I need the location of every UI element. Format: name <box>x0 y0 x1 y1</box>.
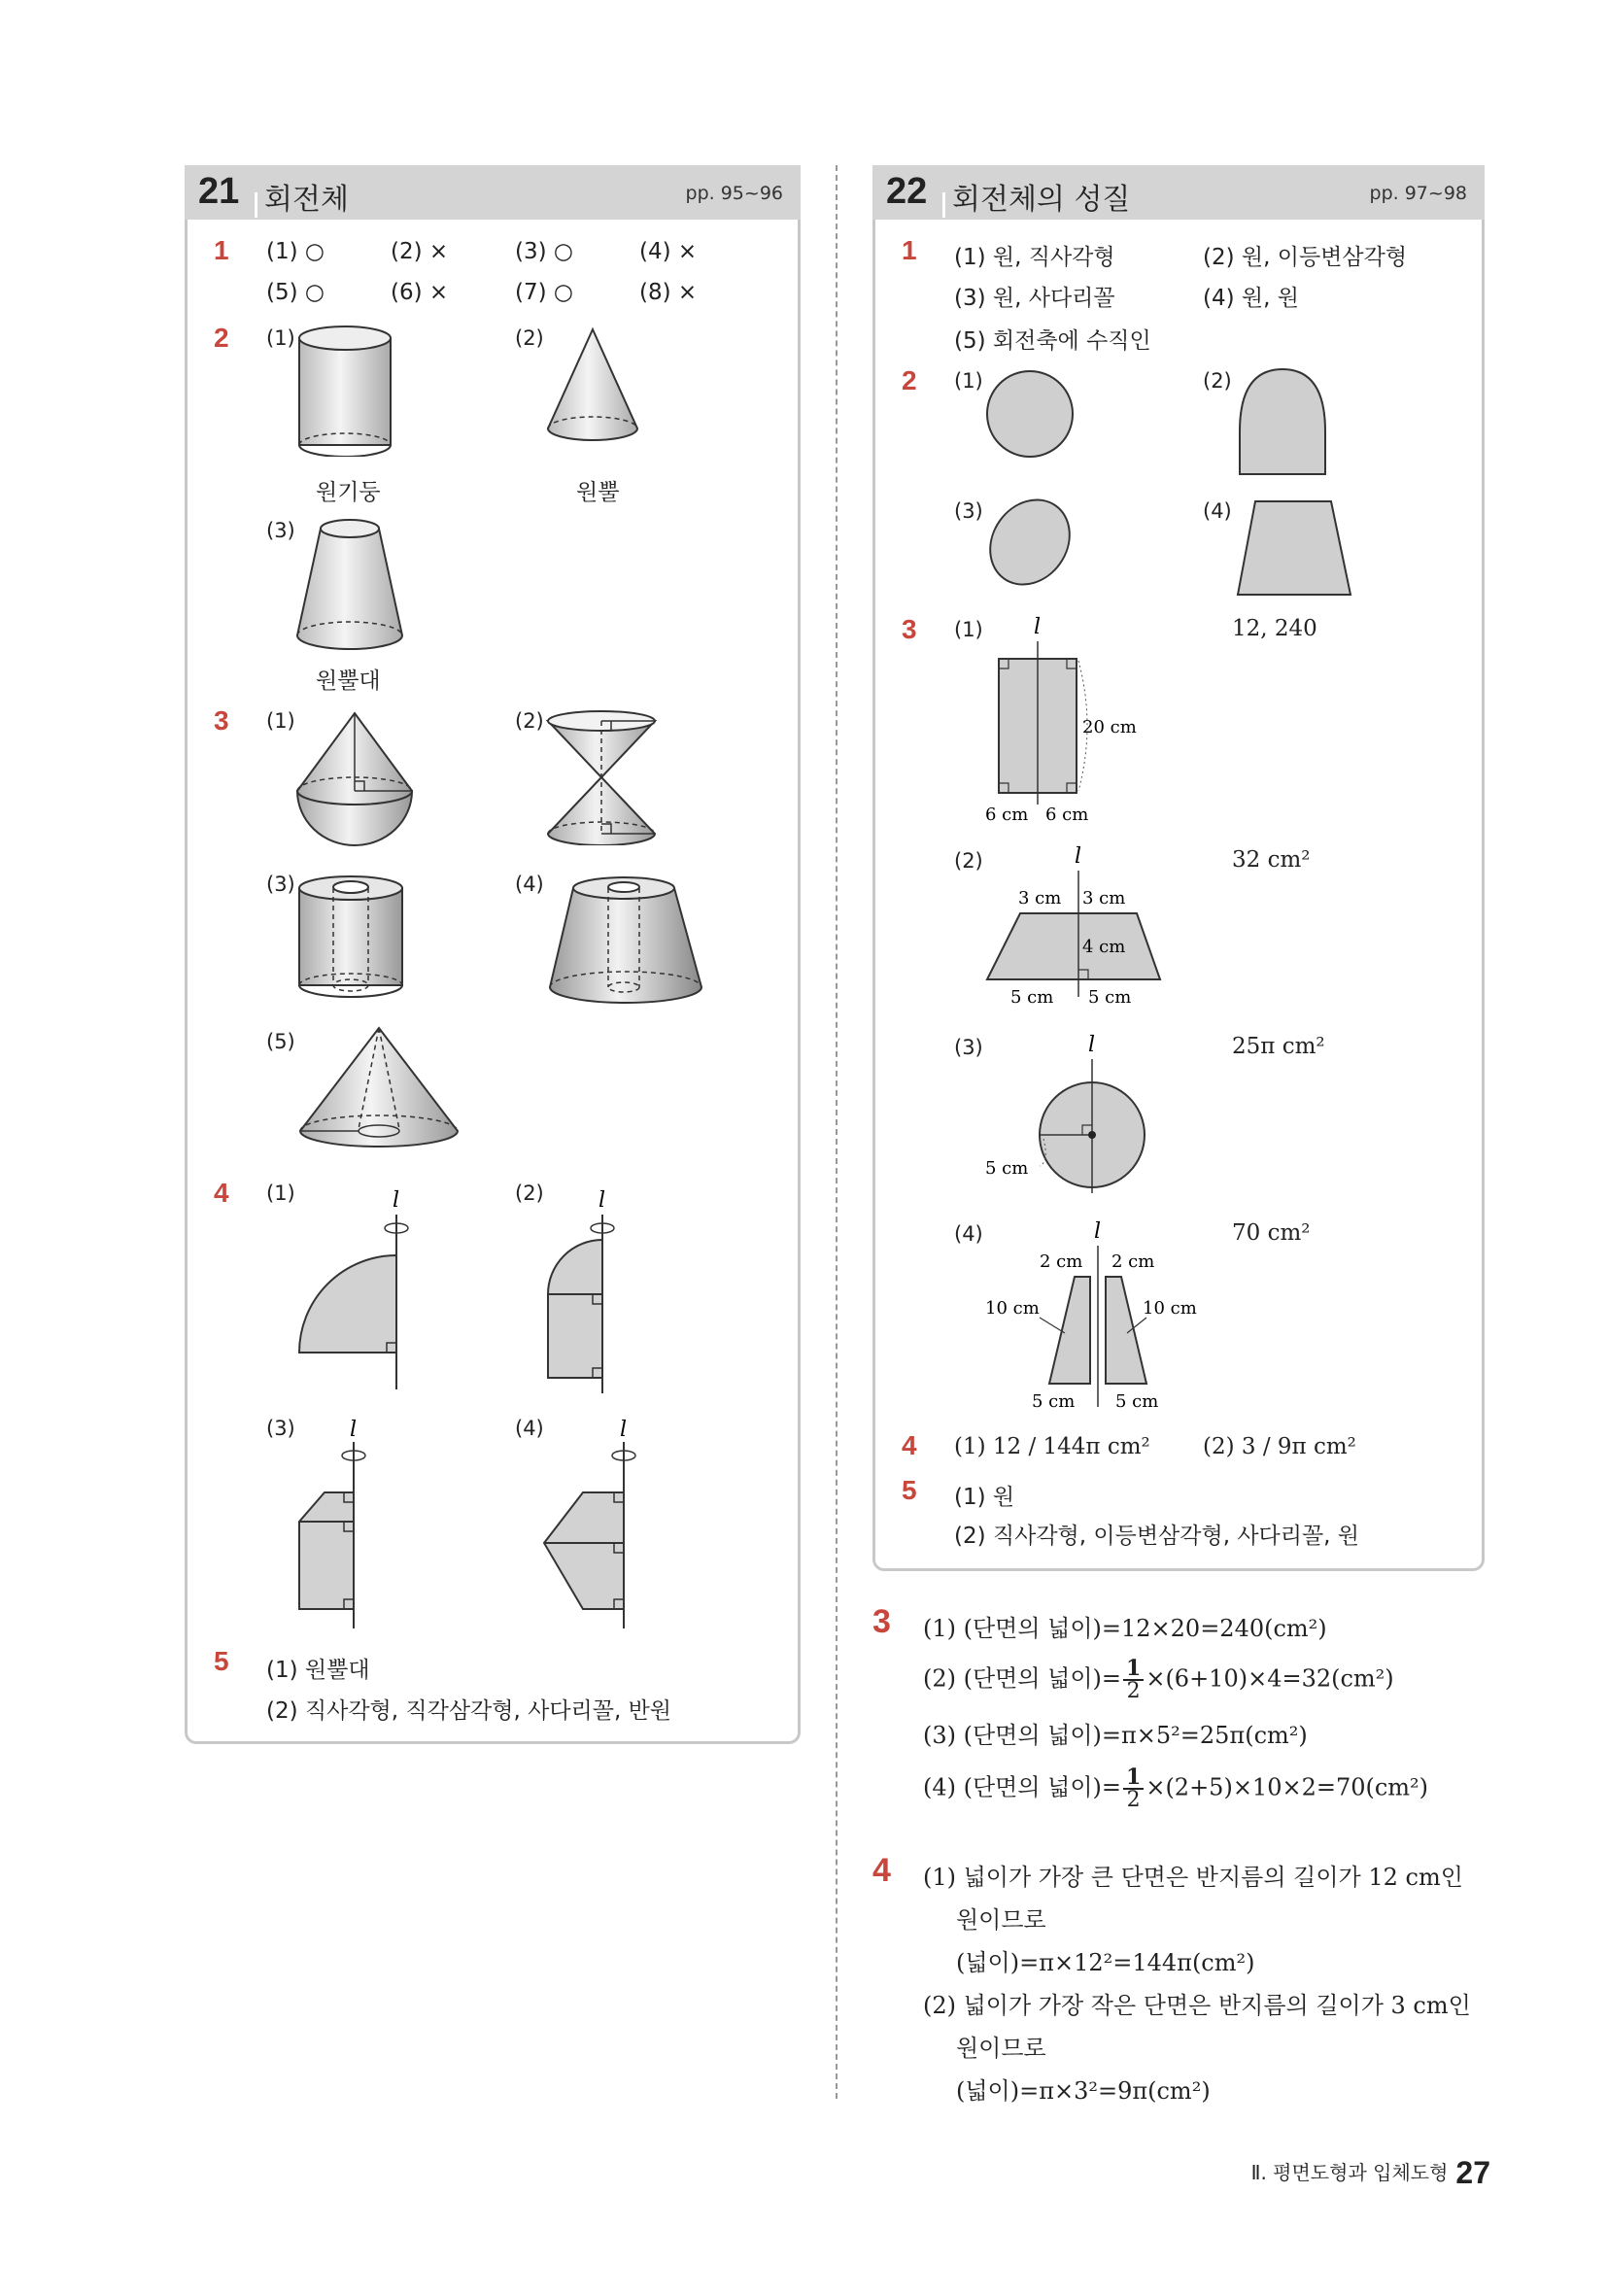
explanation-line: (1) (단면의 넓이)=12×20=240(cm²) <box>923 1615 1327 1642</box>
pentagon-rotation-figure <box>291 1413 379 1631</box>
answer-text: (3) 원, 사다리꼴 <box>954 286 1115 311</box>
sub-label: (1) <box>266 1182 295 1205</box>
answer-text: (5) 회전축에 수직인 <box>954 328 1151 354</box>
explanation-text: (2) (단면의 넓이)= <box>923 1664 1122 1693</box>
dimension-label: 10 cm <box>1143 1298 1197 1319</box>
circle-cross-section-figure <box>981 1030 1166 1195</box>
sub-label: (2) <box>515 326 544 350</box>
hexagon-rotation-figure <box>540 1413 647 1631</box>
question-number: 5 <box>902 1475 917 1505</box>
cone-hemisphere-figure <box>293 709 416 850</box>
answer-item: (4) × <box>639 239 698 264</box>
figure-caption: 원뿔대 <box>316 668 381 694</box>
sub-label: (4) <box>515 873 544 896</box>
dimension-label: 4 cm <box>1082 937 1126 957</box>
denominator: 2 <box>1126 1788 1141 1812</box>
denominator: 2 <box>1126 1679 1141 1703</box>
svg-text:l: l <box>1075 844 1082 869</box>
page-range: pp. 95~96 <box>685 183 783 204</box>
answer-value: 12, 240 <box>1232 616 1317 641</box>
ellipse-section-figure <box>985 494 1075 591</box>
sub-label: (1) <box>954 369 983 393</box>
dimension-label: 10 cm <box>985 1298 1040 1319</box>
question-number: 1 <box>902 235 917 265</box>
dimension-label: 6 cm <box>1045 805 1089 825</box>
header-separator <box>942 192 945 218</box>
answer-value: 32 cm² <box>1232 847 1311 873</box>
semicircle-rect-rotation-figure <box>540 1178 647 1396</box>
rectangle-cross-section-figure <box>981 612 1146 828</box>
dimension-label: 5 cm <box>985 1158 1029 1179</box>
dimension-label: 2 cm <box>1111 1251 1155 1272</box>
dimension-label: 2 cm <box>1040 1251 1083 1272</box>
answer-value: 70 cm² <box>1232 1220 1311 1246</box>
sub-label: (5) <box>266 1030 295 1053</box>
answer-item: (7) ○ <box>515 280 573 305</box>
section-header <box>872 165 1485 220</box>
explanation-text: (4) (단면의 넓이)= <box>923 1773 1122 1801</box>
dimension-label: 5 cm <box>1010 987 1054 1007</box>
answer-text: (2) 3 / 9π cm² <box>1203 1434 1356 1459</box>
explanation-number: 4 <box>872 1852 891 1889</box>
sub-label: (4) <box>515 1417 544 1440</box>
numerator: 1 <box>1123 1658 1144 1681</box>
answer-text: (1) 원, 직사각형 <box>954 245 1115 270</box>
explanation-line: (넓이)=π×12²=144π(cm²) <box>956 1949 1255 1976</box>
trapezoid-cross-section-figure <box>981 841 1176 1007</box>
question-number: 3 <box>902 614 917 644</box>
answer-text: (1) 원뿔대 <box>266 1658 370 1683</box>
svg-text:l: l <box>1088 1033 1096 1057</box>
numerator: 1 <box>1123 1766 1144 1790</box>
sub-label: (2) <box>515 1182 544 1205</box>
double-cone-figure <box>544 709 659 845</box>
fraction <box>1123 1766 1144 1811</box>
sub-label: (1) <box>266 326 295 350</box>
explanation-text: ×(2+5)×10×2=70(cm²) <box>1145 1773 1429 1801</box>
answer-value: 25π cm² <box>1232 1034 1325 1059</box>
question-number: 2 <box>214 323 229 353</box>
figure-caption: 원기둥 <box>316 480 381 505</box>
explanation-line: (2) 넓이가 가장 작은 단면은 반지름의 길이가 3 cm인 <box>923 1992 1471 2019</box>
dimension-label: 20 cm <box>1082 717 1137 737</box>
hollow-cylinder-figure <box>293 873 408 1004</box>
section-title: 회전체의 성질 <box>952 183 1131 217</box>
frustum-figure <box>291 513 408 654</box>
explanation-line: 원이므로 <box>956 1906 1046 1934</box>
page-footer <box>1251 2155 1490 2191</box>
arch-section-figure <box>1234 363 1331 480</box>
question-number: 3 <box>214 705 229 736</box>
answer-text: (4) 원, 원 <box>1203 286 1299 311</box>
answer-text: (1) 12 / 144π cm² <box>954 1434 1150 1459</box>
dimension-label: 3 cm <box>1018 888 1062 908</box>
dimension-label: 6 cm <box>985 805 1029 825</box>
answer-item: (3) ○ <box>515 239 573 264</box>
sub-label: (2) <box>1203 369 1232 393</box>
sub-label: (4) <box>1203 499 1232 523</box>
dimension-label: 3 cm <box>1082 888 1126 908</box>
question-number: 2 <box>902 365 917 395</box>
cylinder-figure <box>291 321 398 457</box>
section-number: 22 <box>886 171 928 212</box>
axis-label: l <box>393 1188 400 1213</box>
section-21-box <box>185 165 801 1744</box>
frustum-cross-section-figure <box>981 1217 1214 1411</box>
explanation-line <box>923 1658 1394 1702</box>
explanation-line <box>923 1766 1428 1811</box>
question-number: 1 <box>214 235 229 265</box>
sub-label: (3) <box>266 519 295 542</box>
sub-label: (3) <box>266 1417 295 1440</box>
question-number: 4 <box>214 1178 229 1208</box>
sub-label: (4) <box>954 1222 983 1246</box>
trapezoid-section-figure <box>1234 497 1356 599</box>
hollow-cone-figure <box>296 1024 462 1150</box>
explanation-line: (넓이)=π×3²=9π(cm²) <box>956 2077 1211 2105</box>
svg-text:l: l <box>1034 615 1042 639</box>
answer-item: (6) × <box>391 280 449 305</box>
footer-section: Ⅱ. 평면도형과 입체도형 <box>1250 2161 1449 2184</box>
explanation-line: 원이므로 <box>956 2035 1046 2062</box>
question-number: 4 <box>902 1430 917 1460</box>
sub-label: (2) <box>954 849 983 873</box>
answer-item: (5) ○ <box>266 280 325 305</box>
svg-text:l: l <box>1094 1219 1102 1244</box>
section-number: 21 <box>198 171 240 212</box>
sub-label: (3) <box>954 499 983 523</box>
explanation-text: ×(6+10)×4=32(cm²) <box>1145 1664 1394 1693</box>
fraction <box>1123 1658 1144 1702</box>
dimension-label: 5 cm <box>1088 987 1132 1007</box>
section-title: 회전체 <box>264 183 349 217</box>
page-range: pp. 97~98 <box>1369 183 1467 204</box>
answer-item: (8) × <box>639 280 698 305</box>
explanation-line: (1) 넓이가 가장 큰 단면은 반지름의 길이가 12 cm인 <box>923 1864 1463 1891</box>
circle-section-figure <box>983 367 1077 461</box>
quarter-circle-rotation-figure <box>291 1178 418 1391</box>
sub-label: (3) <box>954 1036 983 1059</box>
page-number: 27 <box>1455 2155 1490 2190</box>
cone-figure <box>544 326 641 447</box>
answer-text: (2) 원, 이등변삼각형 <box>1203 245 1408 270</box>
svg-text:l: l <box>598 1188 606 1213</box>
question-number: 5 <box>214 1646 229 1676</box>
sub-label: (2) <box>515 709 544 733</box>
sub-label: (1) <box>954 618 983 641</box>
explanation-line: (3) (단면의 넓이)=π×5²=25π(cm²) <box>923 1722 1308 1749</box>
figure-caption: 원뿔 <box>576 480 620 505</box>
answer-text: (1) 원 <box>954 1485 1015 1510</box>
dimension-label: 5 cm <box>1032 1391 1076 1411</box>
sub-label: (1) <box>266 709 295 733</box>
dimension-label: 5 cm <box>1115 1391 1159 1411</box>
answer-item: (1) ○ <box>266 239 325 264</box>
svg-text:l: l <box>620 1418 628 1442</box>
svg-text:l: l <box>350 1418 358 1442</box>
section-header <box>185 165 801 220</box>
hollow-frustum-figure <box>544 873 707 1009</box>
answer-text: (2) 직사각형, 직각삼각형, 사다리꼴, 반원 <box>266 1698 672 1724</box>
sub-label: (3) <box>266 873 295 896</box>
explanation-number: 3 <box>872 1603 891 1640</box>
answer-item: (2) × <box>391 239 449 264</box>
answer-text: (2) 직사각형, 이등변삼각형, 사다리꼴, 원 <box>954 1524 1360 1549</box>
header-separator <box>255 192 257 218</box>
column-divider <box>836 165 838 2099</box>
